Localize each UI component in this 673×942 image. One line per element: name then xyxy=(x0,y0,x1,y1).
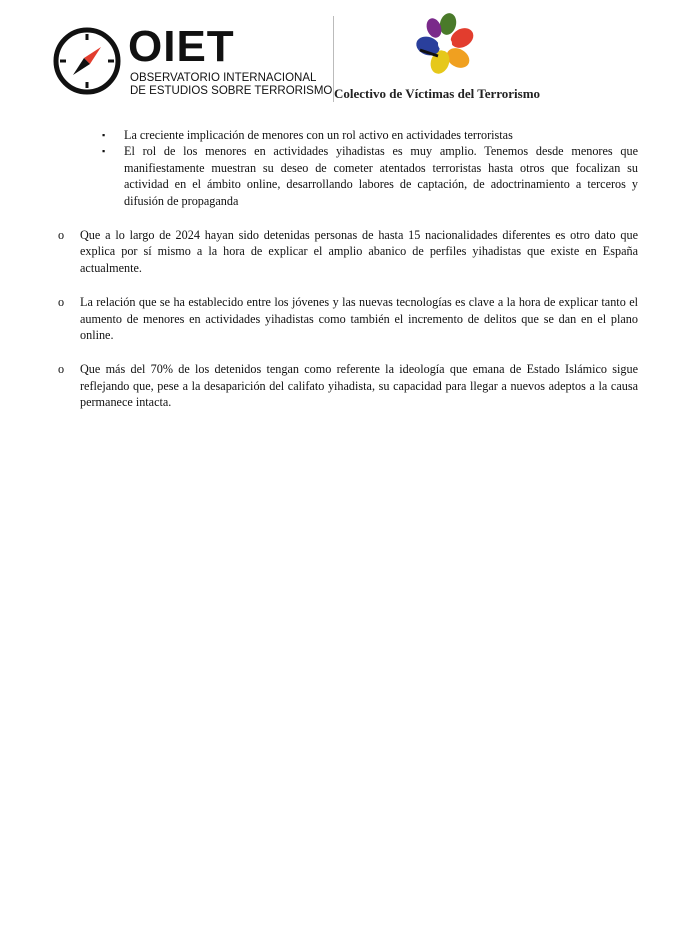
sub-bullet-list xyxy=(58,127,638,209)
bullet-text: La relación que se ha establecido entre los jóvenes y las nuevas tecnologías es clave a la hora de explicar tanto el aumento de menores en actividades yihadistas como también el incremento de delitos que se dan en el plano online. xyxy=(80,295,638,343)
sub-bullet-item xyxy=(58,127,638,143)
sub-bullet-text: La creciente implicación de menores con un rol activo en actividades terroristas xyxy=(124,128,513,142)
cvt-flower-logo-icon xyxy=(412,10,478,82)
sub-bullet-text: El rol de los menores en actividades yihadistas es muy amplio. Tenemos desde menores que manifiestamente muestran su deseo de cometer atentados terroristas hasta otros que focalizan su actividad en el ámbito online, desarrollando labores de captación, de adoctrinamiento a terceros y difusión de propaganda xyxy=(124,144,638,208)
cvt-name: Colectivo de Víctimas del Terrorismo xyxy=(334,86,541,101)
bullet-item xyxy=(58,361,638,410)
compass-logo-icon xyxy=(52,26,122,96)
circle-bullet-icon: o xyxy=(58,228,65,243)
circle-bullet-icon: o xyxy=(58,362,65,377)
square-bullet-icon: ▪ xyxy=(102,146,106,157)
oiet-subtitle-line1: OBSERVATORIO INTERNACIONAL xyxy=(130,72,317,84)
bullet-text: Que más del 70% de los detenidos tengan como referente la ideología que emana de Estado Islámico sigue reflejando que, pese a la desaparición del califato yihadista, su capacidad para llegar a nuevos adeptos a la causa permanece intacta. xyxy=(80,362,638,410)
document-body xyxy=(58,127,638,411)
bullet-text: Que a lo largo de 2024 hayan sido detenidas personas de hasta 15 nacionalidades diferentes es otro dato que explica por sí mismo a la hora de explicar el amplio abanico de perfiles yihadistas que existe en España actualmente. xyxy=(80,228,638,275)
bullet-item xyxy=(58,227,638,276)
oiet-subtitle xyxy=(130,72,332,98)
sub-bullet-item xyxy=(58,143,638,209)
bullet-item xyxy=(58,294,638,343)
circle-bullet-icon: o xyxy=(58,295,65,310)
square-bullet-icon: ▪ xyxy=(102,130,106,140)
oiet-title: OIET xyxy=(128,22,235,71)
page-header xyxy=(0,0,673,120)
oiet-subtitle-line2: DE ESTUDIOS SOBRE TERRORISMO xyxy=(130,85,333,97)
